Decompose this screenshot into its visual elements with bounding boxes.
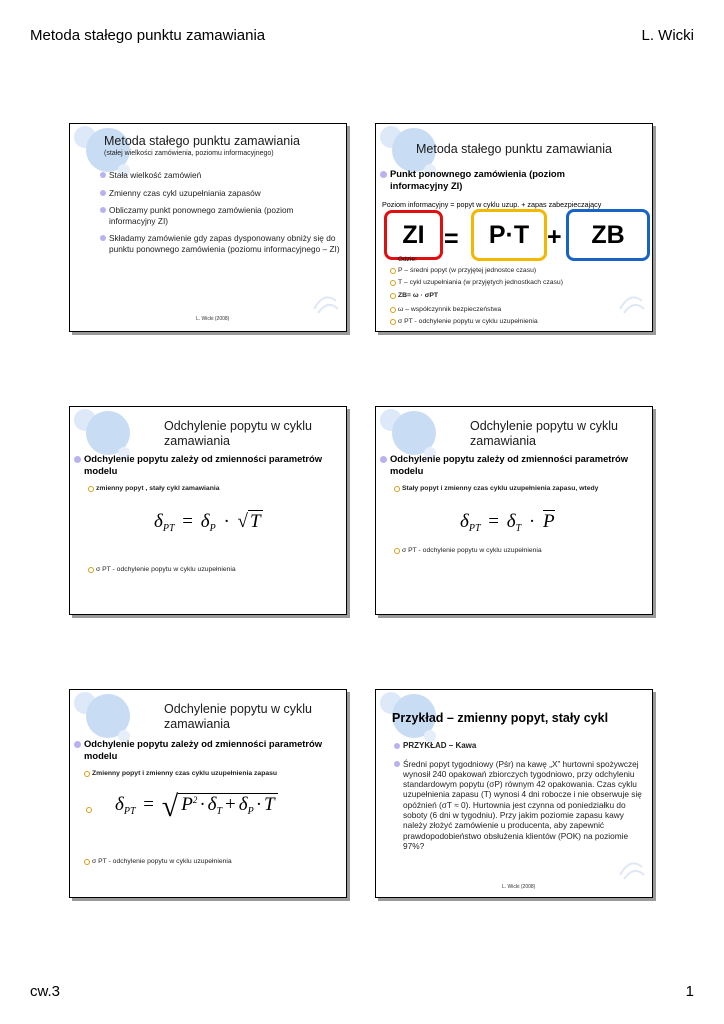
credit: L. Wicki (2008) [502, 884, 536, 890]
slide-subpoint: zmienny popyt , stały cykl zamawiania [88, 484, 220, 493]
slide-subtitle: (stałej wielkości zamówienia, poziomu informacyjnego) [104, 150, 274, 157]
page-header-title: Metoda stałego punktu zamawiania [30, 27, 266, 44]
slide-3 [69, 406, 347, 615]
slide-subpoint: Zmienny popyt i zmienny czas cyklu uzupełnienia zapasu [84, 769, 277, 778]
slide-point: Odchylenie popytu zależy od zmienności parametrów modelu [74, 453, 324, 477]
formula-symbol: P [181, 794, 193, 815]
sqrt-icon: √ [161, 790, 179, 823]
formula-subscript: P [209, 523, 216, 534]
formula-note: σ PT - odchylenie popytu w cyklu uzupełnienia [84, 857, 232, 866]
slide-2 [375, 123, 653, 332]
formula-exponent: 2 [192, 795, 198, 805]
definition-line: P – średni popyt (w przyjętej jednostce czasu) [390, 266, 536, 275]
slide-6 [375, 689, 653, 898]
formula-subscript: PT [162, 523, 175, 534]
where-label: Gdzie: [398, 256, 417, 263]
plus-sign: + [547, 223, 562, 251]
formula-symbol: δ [238, 794, 248, 815]
slide-5 [69, 689, 347, 898]
page-footer-label: cw.3 [30, 983, 61, 1000]
slide-title: Metoda stałego punktu zamawiania [104, 134, 300, 148]
formula-symbol: δ [460, 511, 469, 532]
list-item: Obliczamy punkt ponownego zamówienia (poziom informacyjny ZI) [100, 205, 340, 226]
formula-symbol: δ [115, 794, 124, 815]
slide-title: Odchylenie popytu w cyklu zamawiania [164, 702, 312, 731]
slide-title: Przykład – zmienny popyt, stały cykl [392, 711, 609, 725]
page-number: 1 [685, 983, 694, 1000]
example-text: Średni popyt tygodniowy (Pśr) na kawę „X” hurtowni spożywczej wynosił 240 opakowań zbiorczych tygodniowo, przy odchyleniu standardowym popytu (σP) równym 42 opakowania. Czas cyklu uzupełnienia zapasu (T) wynosi 4 dni robocze i nie obserwuje się opóźnień (σT ≈ 0). Hurtownia jest czynna od poniedziałku do soboty (6 dni w tygodniu). Przy jakim poziomie zapasu kawy należy złożyć zamówienie u producenta, aby zapewnić prawdopodobieństwo obsłużenia klientów (POK) na poziomie 97%? [394, 759, 644, 852]
radicand: $P^2 \cdot \delta_T + \delta_P \cdot T$ [178, 793, 277, 815]
definition-line: ZB= ω · σPT [390, 291, 438, 300]
slide-1 [69, 123, 347, 332]
page-header-author: L. Wicki [641, 27, 694, 44]
box-zi: ZI [384, 210, 443, 260]
bullet-list [394, 741, 644, 858]
example-label: PRZYKŁAD – Kawa [394, 741, 644, 752]
slide-point: Punkt ponownego zamówienia (poziom informacyjny ZI) [380, 168, 610, 192]
box-zb: ZB [566, 209, 650, 261]
definition-line: T – cykl uzupełniania (w przyjętych jednostkach czasu) [390, 278, 563, 287]
formula-symbol: P [542, 511, 555, 532]
slide-title: Metoda stałego punktu zamawiania [416, 142, 612, 156]
formula-symbol: T [264, 794, 275, 815]
formula-symbol: = [143, 794, 154, 815]
formula-symbol: δ [154, 511, 163, 532]
formula-subscript: PT [123, 806, 136, 817]
formula-subscript: T [216, 806, 223, 817]
equals-sign: = [444, 225, 459, 253]
sqrt-icon: √ [237, 511, 248, 532]
slide-title: Odchylenie popytu w cyklu zamawiania [164, 419, 312, 448]
decor-swirl-icon [616, 287, 646, 317]
info-level-line: Poziom informacyjny = popyt w cyklu uzup. + zapas zabezpieczający [382, 200, 602, 209]
slide-subpoint: Stały popyt i zmienny czas cyklu uzupełnienia zapasu, wtedy [394, 484, 598, 493]
formula-subscript: PT [468, 523, 481, 534]
credit: L. Wicki (2008) [196, 316, 230, 322]
slide-point: Odchylenie popytu zależy od zmienności parametrów modelu [380, 453, 630, 477]
definition-line: ω – współczynnik bezpieczeństwa [390, 305, 501, 314]
formula-var-both [115, 790, 278, 824]
formula-symbol: + [225, 794, 236, 815]
bullet-list [100, 170, 340, 261]
formula-subscript: P [247, 806, 254, 817]
formula-symbol: δ [200, 511, 210, 532]
list-item: Stała wielkość zamówień [100, 170, 340, 181]
formula-note: σ PT - odchylenie popytu w cyklu uzupełnienia [88, 565, 236, 574]
slide-4 [375, 406, 653, 615]
formula-symbol: T [249, 511, 261, 532]
formula-symbol: = [182, 511, 193, 532]
list-item: Zmienny czas cykl uzupełniania zapasów [100, 188, 340, 199]
formula-var-demand [154, 511, 263, 534]
formula-symbol: δ [207, 794, 217, 815]
slide-point: Odchylenie popytu zależy od zmienności parametrów modelu [74, 738, 324, 762]
formula-note: σ PT - odchylenie popytu w cyklu uzupełnienia [394, 546, 542, 555]
empty-bullet-icon [86, 807, 92, 813]
formula-symbol: = [488, 511, 499, 532]
decor-swirl-icon [310, 287, 340, 317]
formula-var-cycle [460, 511, 555, 534]
formula-symbol: · [528, 511, 536, 532]
list-item: Składamy zamówienie gdy zapas dysponowany obniży się do punktu ponownego zamówienia (poziomu informacyjnego – ZI) [100, 233, 340, 254]
box-pt: P·T [471, 209, 547, 261]
formula-symbol: · [223, 511, 230, 532]
slide-title: Odchylenie popytu w cyklu zamawiania [470, 419, 618, 448]
decor-swirl-icon [616, 853, 646, 883]
formula-symbol: δ [506, 511, 516, 532]
formula-subscript: T [515, 523, 522, 534]
definition-line: σ PT - odchylenie popytu w cyklu uzupełnienia [390, 317, 538, 326]
